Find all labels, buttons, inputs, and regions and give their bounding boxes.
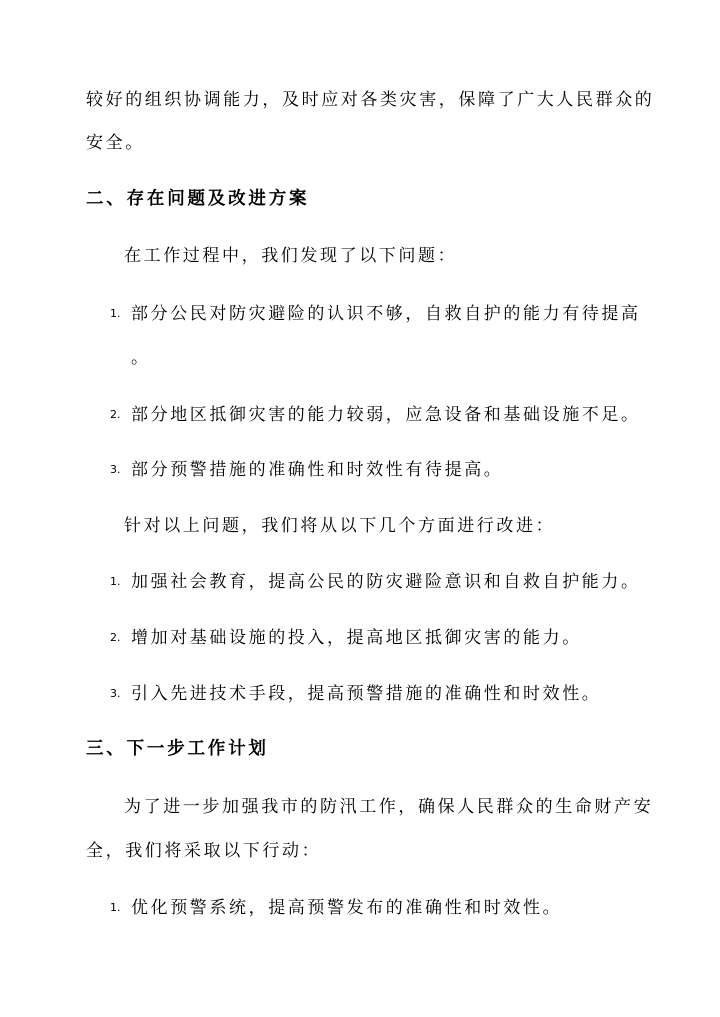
section-3-heading: 三、下一步工作计划 [86, 739, 269, 759]
list-item-text: 部分预警措施的准确性和时效性有待提高。 [131, 460, 504, 480]
list-item-number: 1. [110, 901, 121, 914]
list-item-text: 引入先进技术手段，提高预警措施的准确性和时效性。 [131, 684, 602, 704]
list-item-number: 1. [110, 307, 121, 320]
list-item-text: 部分地区抵御灾害的能力较弱，应急设备和基础设施不足。 [131, 405, 641, 425]
list-item-text: 加强社会教育，提高公民的防灾避险意识和自救自护能力。 [131, 572, 641, 592]
section-2-intro: 在工作过程中，我们发现了以下问题： [124, 246, 458, 266]
improvement-intro: 针对以上问题，我们将从以下几个方面进行改进： [124, 516, 556, 536]
list-item-number: 3. [110, 463, 121, 476]
list-item-text: 部分公民对防灾避险的认识不够，自救自护的能力有待提高 [131, 304, 641, 324]
list-item-text: 优化预警系统，提高预警发布的准确性和时效性。 [131, 898, 563, 918]
section-3-intro-line-2: 全，我们将采取以下行动： [86, 841, 322, 861]
list-item-number: 3. [110, 687, 121, 700]
list-item-text: 增加对基础设施的投入，提高地区抵御灾害的能力。 [131, 628, 582, 648]
list-item-number: 2. [110, 631, 121, 644]
section-3-intro-line-1: 为了进一步加强我市的防汛工作，确保人民群众的生命财产安 [124, 797, 654, 817]
intro-paragraph-line-1: 较好的组织协调能力，及时应对各类灾害，保障了广大人民群众的 [86, 90, 655, 110]
list-item-number: 1. [110, 575, 121, 588]
list-item-text-continued: 。 [131, 348, 151, 368]
intro-paragraph-line-2: 安全。 [86, 133, 145, 153]
list-item-number: 2. [110, 408, 121, 421]
section-2-heading: 二、存在问题及改进方案 [86, 189, 310, 209]
